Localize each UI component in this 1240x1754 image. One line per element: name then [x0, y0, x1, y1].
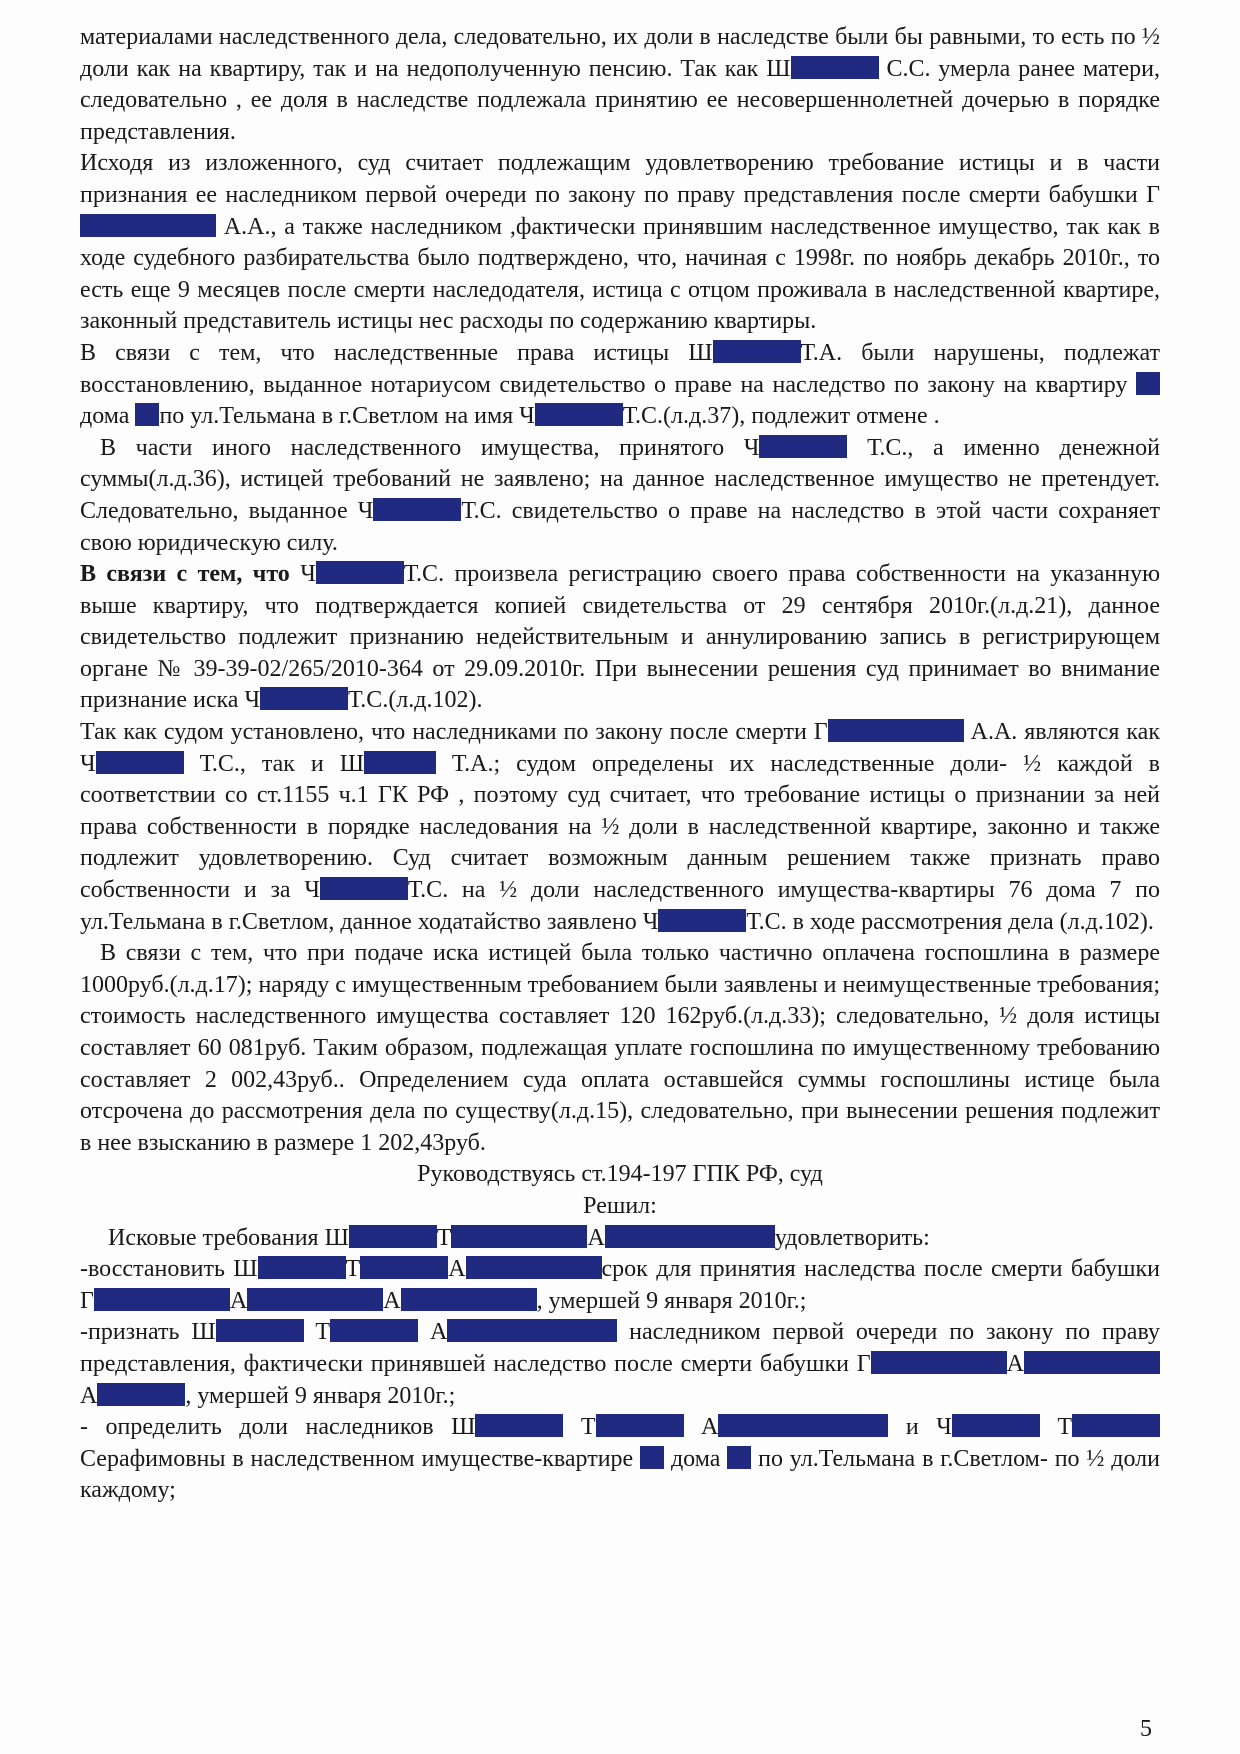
redaction-block — [258, 1256, 346, 1279]
redaction-block — [871, 1351, 1007, 1374]
redaction-block — [605, 1225, 775, 1248]
redaction-block — [718, 1414, 888, 1437]
redaction-block — [96, 751, 184, 774]
redaction-block — [759, 435, 847, 458]
redaction-block — [727, 1446, 751, 1469]
guided-by-line: Руководствуясь ст.194-197 ГПК РФ, суд — [417, 1161, 823, 1188]
redaction-block — [1072, 1414, 1160, 1437]
redaction-block — [791, 56, 879, 79]
redaction-block — [80, 214, 216, 237]
redaction-block — [330, 1319, 418, 1342]
paragraph-state-duty: В связи с тем, что при подаче иска истицей была только частично оплачена госпошлина в размере 1000руб.(л.д.17); наряду с имущественным требованием были заявлены и неимущественные требования; стоимость наследственного имущества составляет 120 162руб.(л.д.33); следовательно, ½ доля истицы составляет 60 081руб. Таким образом, подлежащая уплате госпошлина по имущественному требованию составляет 2 002,43руб.. Определением суда оплата оставшейся суммы госпошлины истице была отсрочена до рассмотрения дела по существу(л.д.15), следовательно, при вынесении решения подлежит в нее взысканию в размере 1 202,43руб. — [80, 940, 1160, 1156]
redaction-block — [247, 1288, 383, 1311]
redaction-block — [1024, 1351, 1160, 1374]
page-number: 5 — [1140, 1716, 1152, 1742]
decision-item-determine-shares: - определить доли наследников Ш Т А и Ч Т Серафимовны в наследственном имуществе-квартире дома по ул.Тельмана в г.Светлом- по ½ доли каждому; — [80, 1414, 1160, 1504]
paragraph-registration: В связи с тем, что Ч Т.С. произвела регистрацию своего права собственности на указанную выше квартиру, что подтверждается копией свидетельства от 29 сентября 2010г.(л.д.21), данное свидетельство подлежит признанию недействительным и аннулированию запись в регистрирующем органе № 39-39-02/265/2010-364 от 29.09.2010г. При вынесении решения суд принимает во внимание признание иска Ч Т.С.(л.д.102). — [80, 561, 1160, 714]
redaction-block — [466, 1256, 602, 1279]
decision-item-satisfy: Исковые требования Ш Т А удовлетворить: — [108, 1224, 930, 1251]
document-body — [80, 22, 1160, 1507]
redaction-block — [828, 719, 964, 742]
redaction-block — [135, 403, 159, 426]
redaction-block — [401, 1288, 537, 1311]
redaction-block — [260, 687, 348, 710]
redaction-block — [952, 1414, 1040, 1437]
paragraph-heirs: Так как судом установлено, что наследниками по закону после смерти Г А.А. являются как Ч Т.С., так и Ш Т.А.; судом определены их наследственные доли- ½ каждой в соответствии со ст.1155 ч.1 ГК РФ , поэтому суд считает, что требование истицы о признании за ней права собственности в порядке наследования на ½ доли в наследственной квартире, законно и также подлежит удовлетворению. Суд считает возможным данным решением также признать право собственности и за Ч Т.С. на ½ доли наследственного имущества-квартиры 76 дома 7 по ул.Тельмана в г.Светлом, данное ходатайство заявлено Ч Т.С. в ходе рассмотрения дела (л.д.102). — [80, 719, 1160, 935]
redaction-block — [1136, 372, 1160, 395]
redaction-block — [364, 751, 436, 774]
redaction-block — [94, 1288, 230, 1311]
redaction-block — [373, 498, 461, 521]
redaction-block — [475, 1414, 563, 1437]
redaction-block — [216, 1319, 304, 1342]
redaction-block — [713, 340, 801, 363]
paragraph-inheritance-shares: материалами наследственного дела, следовательно, их доли в наследстве были бы равными, то есть по ½ доли как на квартиру, так и на недополученную пенсию. Так как Ш С.С. умерла ранее матери, следовательно , ее доля в наследстве подлежала принятию ее несовершеннолетней дочерью в порядке представления. — [80, 24, 1160, 145]
decision-heading: Решил: — [583, 1192, 657, 1219]
redaction-block — [451, 1225, 587, 1248]
redaction-block — [596, 1414, 684, 1437]
redaction-block — [349, 1225, 437, 1248]
redaction-block — [658, 909, 746, 932]
redaction-block — [640, 1446, 664, 1469]
decision-item-restore-term: -восстановить Ш Т А срок для принятия наследства после смерти бабушки Г А А , умершей 9 января 2010г.; — [80, 1256, 1160, 1314]
paragraph-claim-grounds: Исходя из изложенного, суд считает подлежащим удовлетворению требование истицы и в части признания ее наследником первой очереди по закону по праву представления после смерти бабушки Г А.А., а также наследником ,фактически принявшим наследственное имущество, так как в ходе судебного разбирательства было подтверждено, что, начиная с 1998г. по ноябрь декабрь 2010г., то есть еще 9 месяцев после смерти наследодателя, истица с отцом проживала в наследственной квартире, законный представитель истицы нес расходы по содержанию квартиры. — [80, 150, 1160, 335]
redaction-block — [535, 403, 623, 426]
paragraph-rights-violation: В связи с тем, что наследственные права истицы Ш Т.А. были нарушены, подлежат восстановлению, выданное нотариусом свидетельство о праве на наследство по закону на квартиру дома по ул.Тельмана в г.Светлом на имя Ч Т.С.(л.д.37), подлежит отмене . — [80, 339, 1160, 430]
decision-item-recognize-heir: -признать Ш Т А наследником первой очереди по закону по праву представления, фактически принявшей наследство после смерти бабушки Г АА , умершей 9 января 2010г.; — [80, 1319, 1160, 1409]
redaction-block — [320, 877, 408, 900]
redaction-block — [447, 1319, 617, 1342]
redaction-block — [360, 1256, 448, 1279]
redaction-block — [316, 561, 404, 584]
paragraph-other-property: В части иного наследственного имущества, принятого Ч Т.С., а именно денежной суммы(л.д.36), истицей требований не заявлено; на данное наследственное имущество не претендует. Следовательно, выданное Ч Т.С. свидетельство о праве на наследство в этой части сохраняет свою юридическую силу. — [80, 434, 1160, 556]
redaction-block — [97, 1383, 185, 1406]
